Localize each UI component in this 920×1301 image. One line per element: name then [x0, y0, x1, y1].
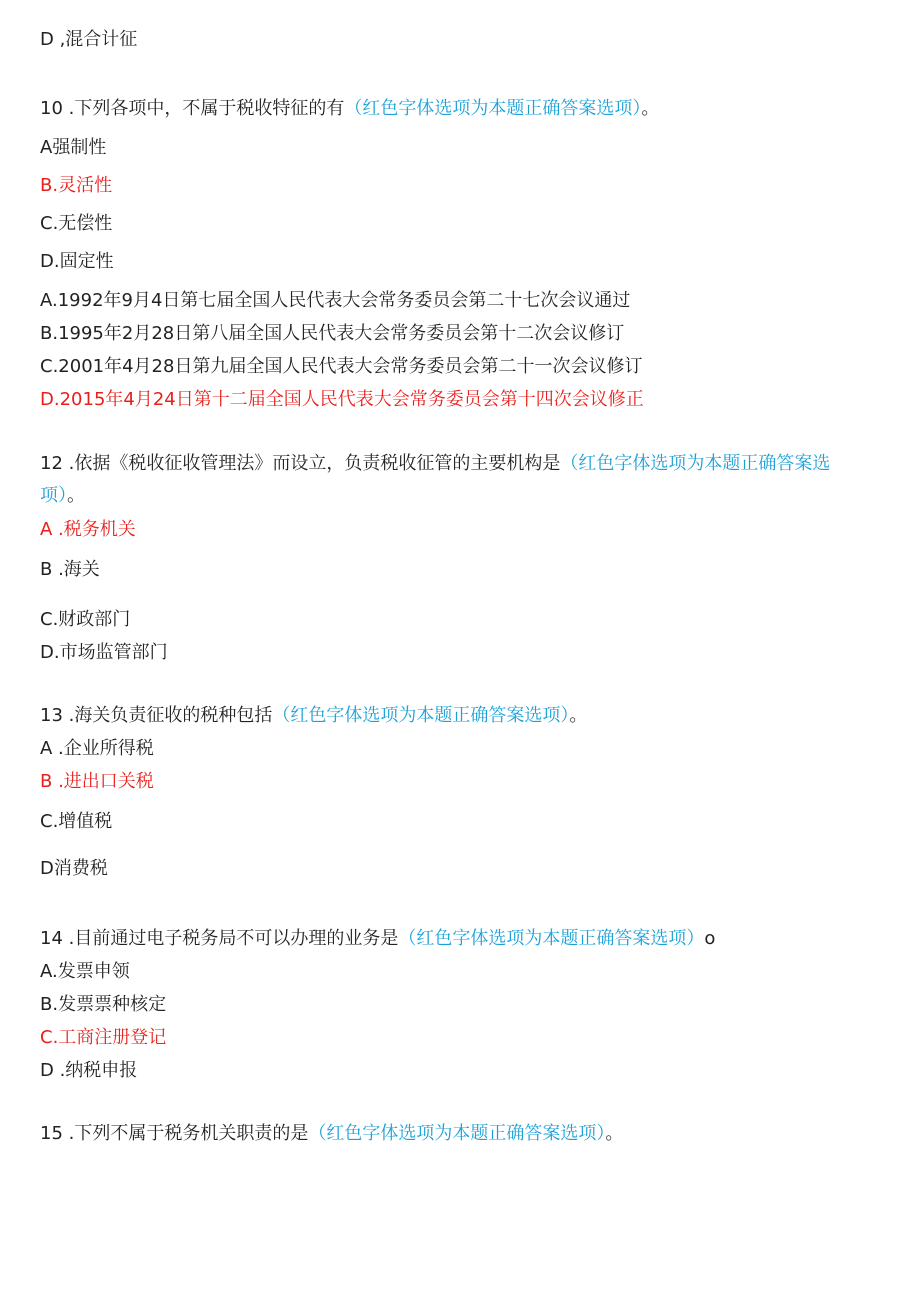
q10-stem-text: 10 .下列各项中，不属于税收特征的有 [40, 98, 345, 119]
q13-end: 。 [569, 705, 588, 726]
q12-stem-text: 12 .依据《税收征收管理法》而设立，负责税收征管的主要机构是 [40, 453, 561, 474]
q15-stem [40, 1123, 623, 1145]
q10-option-c: C.无偿性 [40, 213, 113, 234]
q13-option-a: A .企业所得税 [40, 738, 154, 759]
q10-option-a: A强制性 [40, 137, 107, 158]
q12-option-c: C.财政部门 [40, 609, 131, 630]
q12-option-b: B .海关 [40, 559, 100, 580]
q14-hint: （红色字体选项为本题正确答案选项） [398, 928, 705, 949]
q13-option-c: C.增值税 [40, 811, 113, 832]
q12-hint: （红色字体选项为本题正确答案选 项） [40, 453, 831, 506]
q10-hint: （红色字体选项为本题正确答案选项） [344, 98, 642, 119]
q14-end: o [704, 928, 716, 949]
q9-option-d: D ,混合计征 [40, 29, 138, 50]
q10-end: 。 [641, 98, 660, 119]
q14-option-b: B.发票票种核定 [40, 994, 167, 1015]
q10-option-d: D.固定性 [40, 251, 114, 272]
q13-stem [40, 705, 587, 727]
q11-option-b: B.1995年2月28日第八届全国人民代表大会常务委员会第十二次会议修订 [40, 323, 625, 344]
q14-option-a: A.发票申领 [40, 961, 130, 982]
q11-option-a: A.1992年9月4日第七届全国人民代表大会常务委员会第二十七次会议通过 [40, 290, 631, 311]
q14-stem-text: 14 .目前通过电子税务局不可以办理的业务是 [40, 928, 399, 949]
q11-option-d-correct: D.2015年4月24日第十二届全国人民代表大会常务委员会第十四次会议修正 [40, 389, 644, 410]
q14-option-c-correct: C.工商注册登记 [40, 1027, 167, 1048]
q11-option-c: C.2001年4月28日第九届全国人民代表大会常务委员会第二十一次会议修订 [40, 356, 643, 377]
q12-stem [40, 448, 880, 512]
q13-option-b-correct: B .进出口关税 [40, 771, 154, 792]
q13-stem-text: 13 .海关负责征收的税种包括 [40, 705, 273, 726]
q12-end: 。 [67, 485, 85, 506]
q12-option-d: D.市场监管部门 [40, 642, 168, 663]
q14-option-d: D .纳税申报 [40, 1060, 138, 1081]
q13-hint: （红色字体选项为本题正确答案选项） [272, 705, 570, 726]
q15-hint: （红色字体选项为本题正确答案选项） [308, 1123, 606, 1144]
q12-option-a-correct: A .税务机关 [40, 519, 136, 540]
q10-stem [40, 98, 659, 120]
q13-option-d: D消费税 [40, 858, 108, 879]
q10-option-b-correct: B.灵活性 [40, 175, 113, 196]
q15-end: 。 [605, 1123, 624, 1144]
q14-stem [40, 928, 715, 950]
q15-stem-text: 15 .下列不属于税务机关职责的是 [40, 1123, 309, 1144]
